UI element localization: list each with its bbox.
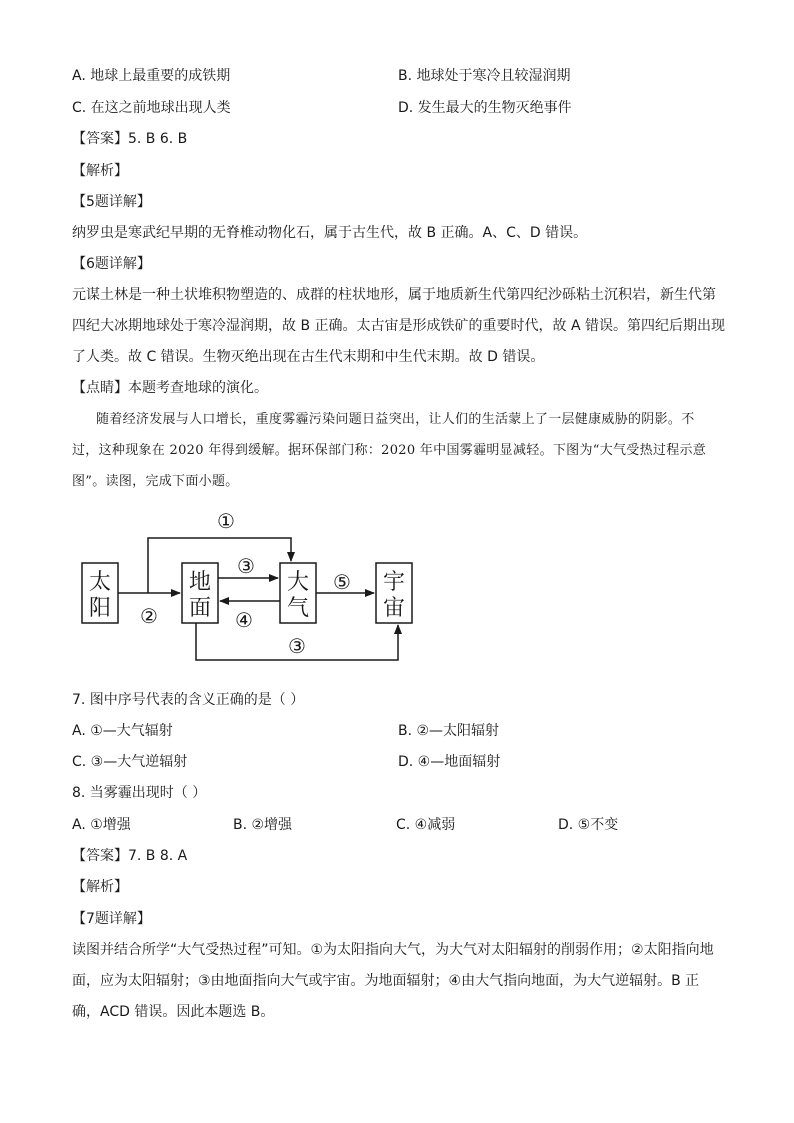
q6-option-b: B. 地球处于寒冷且较湿润期: [398, 68, 571, 84]
label-3-bottom: ③: [288, 634, 306, 658]
q7-option-b: B. ②—太阳辐射: [398, 723, 500, 739]
label-5: ⑤: [333, 570, 351, 594]
q6-detail-line: 了人类。故 C 错误。生物灭绝出现在古生代末期和中生代末期。故 D 错误。: [72, 349, 545, 365]
label-4: ④: [235, 608, 253, 632]
box-ground-char: 面: [188, 596, 212, 621]
label-3-top: ③: [237, 554, 255, 578]
q7-detail-label: 【7题详解】: [72, 911, 151, 927]
q7-option-c: C. ③—大气逆辐射: [72, 754, 188, 770]
q6-option-a: A. 地球上最重要的成铁期: [72, 68, 231, 84]
box-sun-char: 太: [88, 570, 112, 595]
box-atmos-char: 气: [286, 596, 310, 621]
q8-option-a: A. ①增强: [72, 817, 131, 833]
box-atmos-char: 大: [286, 570, 310, 595]
q8-stem: 8. 当雾霾出现时（ ）: [72, 785, 207, 801]
arrow-1: [148, 538, 291, 593]
box-space-char: 宙: [382, 596, 406, 621]
passage-line: 随着经济发展与人口增长，重度雾霾污染问题日益突出，让人们的生活蒙上了一层健康威胁的阴影。不: [96, 412, 695, 427]
box-ground-char: 地: [188, 570, 212, 595]
analysis-label: 【解析】: [72, 163, 128, 179]
q6-option-d: D. 发生最大的生物灭绝事件: [398, 100, 572, 116]
q5-detail-label: 【5题详解】: [72, 194, 151, 210]
q7-stem: 7. 图中序号代表的含义正确的是（ ）: [72, 692, 305, 708]
atmosphere-heating-diagram: [78, 505, 428, 665]
comment-line: 【点睛】本题考查地球的演化。: [72, 380, 268, 396]
q8-option-c: C. ④减弱: [396, 817, 456, 833]
analysis-label: 【解析】: [72, 879, 128, 895]
answer-5-6: 【答案】5. B 6. B: [72, 131, 188, 147]
passage-line: 图”。读图，完成下面小题。: [72, 474, 239, 489]
q5-detail-text: 纳罗虫是寒武纪早期的无脊椎动物化石，属于古生代，故 B 正确。A、C、D 错误。: [72, 225, 588, 241]
q8-option-b: B. ②增强: [233, 817, 293, 833]
q7-option-d: D. ④—地面辐射: [398, 754, 501, 770]
box-space-char: 宇: [382, 570, 406, 595]
label-2: ②: [140, 604, 158, 628]
box-sun-char: 阳: [88, 596, 112, 621]
q6-detail-line: 元谋土林是一种土状堆积物塑造的、成群的柱状地形，属于地质新生代第四纪沙砾粘土沉积岩，新生代第: [72, 287, 716, 303]
answer-7-8: 【答案】7. B 8. A: [72, 848, 188, 864]
q6-detail-label: 【6题详解】: [72, 256, 151, 272]
q7-detail-line: 确，ACD 错误。因此本题选 B。: [72, 1004, 275, 1020]
passage-line: 过，这种现象在 2020 年得到缓解。据环保部门称：2020 年中国雾霾明显减轻。下图为“大气受热过程示意: [72, 443, 707, 458]
q6-option-c: C. 在这之前地球出现人类: [72, 100, 231, 116]
q7-detail-line: 读图并结合所学“大气受热过程”可知。①为太阳指向大气，为大气对太阳辐射的削弱作用；②太阳指向地: [72, 942, 714, 958]
q7-detail-line: 面，应为太阳辐射；③由地面指向大气或宇宙。为地面辐射；④由大气指向地面，为大气逆辐射。B 正: [72, 973, 700, 989]
q8-option-d: D. ⑤不变: [558, 817, 619, 833]
q6-detail-line: 四纪大冰期地球处于寒冷湿润期，故 B 正确。太古宙是形成铁矿的重要时代，故 A 错误。第四纪后期出现: [72, 318, 725, 334]
label-1: ①: [217, 509, 235, 533]
q7-option-a: A. ①—大气辐射: [72, 723, 173, 739]
